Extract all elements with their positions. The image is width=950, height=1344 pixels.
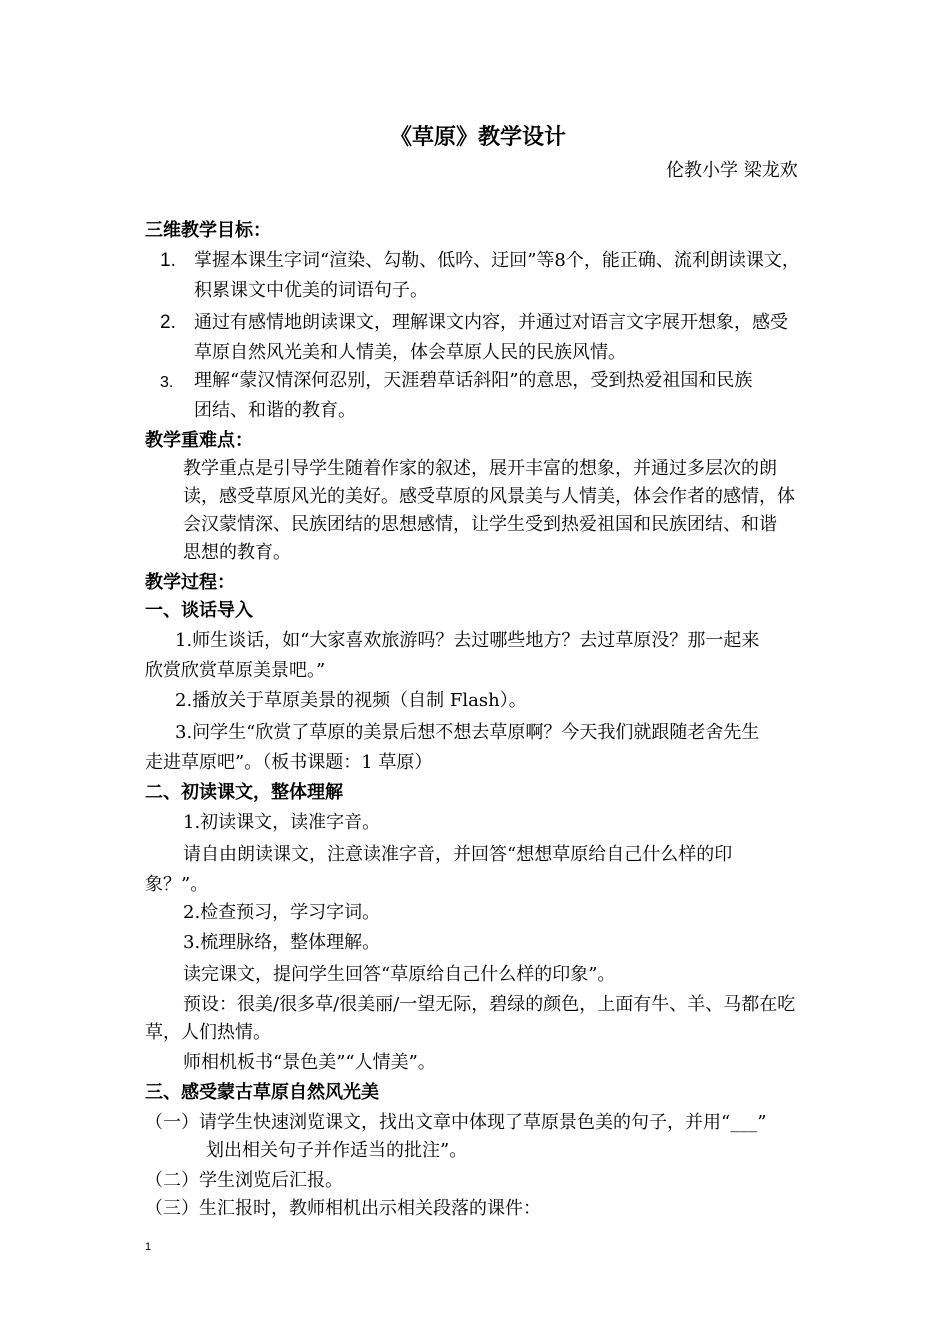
goal-text: 草原自然风光美和人情美，体会草原人民的民族风情。 [194, 342, 626, 363]
paragraph: 请自由朗读课文，注意读准字音，并回答“想想草原给自己什么样的印 [183, 844, 733, 865]
paragraph: 2.播放关于草原美景的视频（自制 Flash）。 [175, 690, 527, 711]
goal-text: 理解“蒙汉情深何忍别，天涯碧草话斜阳”的意思，受到热爱祖国和民族 [194, 370, 753, 391]
goal-text: 团结、和谐的教育。 [194, 400, 356, 421]
keypoints-text: 读，感受草原风光的美好。感受草原的风景美与人情美，体会作者的感情，体 [183, 486, 795, 507]
paragraph: 3.问学生“欣赏了草原的美景后想不想去草原啊？今天我们就跟随老舍先生 [175, 722, 760, 743]
paragraph: 师相机板书“景色美”“人情美”。 [183, 1052, 436, 1073]
goal-number: 2. [160, 312, 176, 333]
keypoints-text: 教学重点是引导学生随着作家的叙述，展开丰富的想象，并通过多层次的朗 [183, 458, 777, 479]
goal-text: 掌握本课生字词“渲染、勾勒、低吟、迂回”等8个，能正确、流利朗读课文， [194, 250, 800, 271]
paragraph: 划出相关句子并作适当的批注”。 [206, 1140, 468, 1161]
paragraph: 3.梳理脉络，整体理解。 [183, 932, 381, 953]
paragraph: 1.师生谈话，如“大家喜欢旅游吗？去过哪些地方？去过草原没？那一起来 [175, 630, 760, 651]
page-number: 1 [145, 1241, 152, 1253]
goal-text: 通过有感情地朗读课文，理解课文内容，并通过对语言文字展开想象，感受 [194, 312, 788, 333]
goals-heading: 三维教学目标： [145, 220, 271, 241]
paragraph: 读完课文，提问学生回答“草原给自己什么样的印象”。 [183, 964, 616, 985]
paragraph: （三）生汇报时，教师相机出示相关段落的课件： [145, 1198, 541, 1219]
goal-text: 积累课文中优美的词语句子。 [194, 280, 428, 301]
paragraph: 象？”。 [145, 874, 209, 895]
paragraph: （二）学生浏览后汇报。 [145, 1170, 343, 1191]
keypoints-text: 思想的教育。 [183, 542, 291, 563]
paragraph: （一）请学生快速浏览课文，找出文章中体现了草原景色美的句子，并用“___” [145, 1112, 767, 1133]
paragraph: 欣赏欣赏草原美景吧。” [145, 660, 326, 681]
goal-number: 3. [160, 374, 174, 391]
goal-number: 1. [160, 250, 176, 271]
keypoints-text: 会汉蒙情深、民族团结的思想感情，让学生受到热爱祖国和民族团结、和谐 [183, 514, 777, 535]
section-heading: 三、感受蒙古草原自然风光美 [145, 1082, 379, 1103]
section-heading: 二、初读课文，整体理解 [145, 782, 343, 803]
paragraph: 走进草原吧”。（板书课题：1 草原） [145, 752, 433, 773]
process-heading: 教学过程： [145, 572, 235, 593]
paragraph: 预设：很美/很多草/很美丽/一望无际，碧绿的颜色，上面有牛、羊、马都在吃 [183, 994, 796, 1015]
section-heading: 一、谈话导入 [145, 600, 253, 621]
paragraph: 草，人们热情。 [145, 1022, 271, 1043]
paragraph: 1.初读课文，读准字音。 [183, 812, 381, 833]
keypoints-heading: 教学重难点： [145, 430, 253, 451]
author-line: 伦教小学 梁龙欢 [666, 160, 798, 181]
page-title: 《草原》教学设计 [390, 124, 567, 150]
paragraph: 2.检查预习，学习字词。 [183, 902, 381, 923]
